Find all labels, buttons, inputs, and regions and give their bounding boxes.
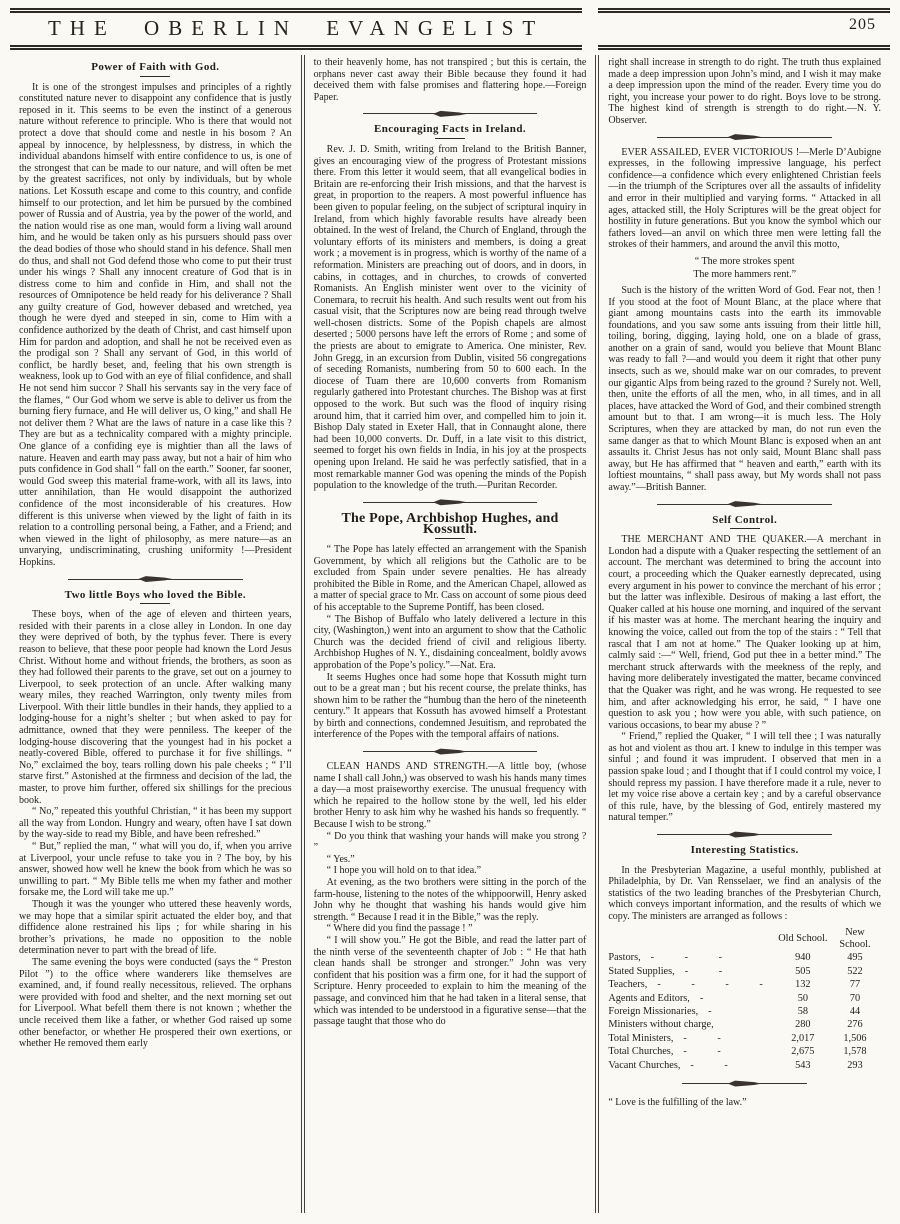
paragraph: THE MERCHANT AND THE QUAKER.—A merchant in London had a dispute with a Quaker respecting the settlement of an account. The merchant was determined to bring the account into court, a proceeding which the Quaker earnestly deprecated, using every argument in his power to convince the merchant of his error ; but the latter was inflexible. Desirous of making a last effort, the Quaker called at his house one morning, and inquired of the servant if his master was at home. The merchant hearing the inquiry and knowing the voice, called out from the top of the stairs : “ Tell that rascal that I am not at home.” The Quaker looking up at him, calmly said :—“ Well, friend, God put thee in a better mind.” The merchant struck afterwards with the meekness of the reply, and having more deliberately investigated the matter, became convinced that the Quaker was right, and he was wrong. He requested to see him, and after acknowledging his error, he said, “ I have one question to ask you ; how were you able, with such patience, on various occasions, to bear my abuse ? ” bbox=[608, 534, 882, 731]
heading-rule bbox=[435, 538, 465, 539]
row-label: Ministers without charge, bbox=[608, 1019, 714, 1031]
section-divider bbox=[657, 499, 832, 510]
paragraph: It seems Hughes once had some hope that Kossuth might turn out to be a great man ; but his recent course, the prelate thinks, has shown him to be rather the “humbug than the hero of the nineteenth century.” It appears that Kossuth has avowed himself a Protestant by birth and connections, condemned Jesuitism, and reprobated the interference of the Popes with the temporal affairs of nations. bbox=[313, 671, 587, 741]
paragraph: These boys, when of the age of eleven and thirteen years, resided with their parents in a close alley in London. In one day they were deprived of both, by the typhus fever. There is every reason to believe, that these poor people had known the Lord Jesus Christ. Without home and without friends, the brothers, as soon as they had followed their parents to the grave, set out on a journey to Liverpool, to seek protection of an uncle. After walking many weary miles, they reached Warrington, only twenty miles from Liverpool. With their little bundles in their hands, they applied to a lodging-house for a night’s shelter ; but when asked to pay for admittance, owned that they were penniless. The keeper of the lodging-house discovering that the youngest had in his pocket a neatly-covered Bible, offered to purchase it for five shillings. “ No,” exclaimed the boy, tears rolling down his pale cheeks ; “ I’ll starve first.” Astonished at the firmness and decision of the lad, the master, to prove him further, offered six shillings for the precious book. bbox=[19, 609, 292, 806]
paragraph: “ Yes.” bbox=[326, 853, 355, 865]
paragraph: Rev. J. D. Smith, writing from Ireland to the British Banner, gives an encouraging view of the progress of Protestant missions there. From this letter it would seem, that all evangelical bodies in Britain are re-enforcing their Irish missions, and that the harvest is great, in proportion to the reapers. A most powerful influence has been given to popular feeling, on the subject of scriptural inquiry in Ireland, from which highly favorable results have already been obtained. In the west of Ireland, the Church of England, through the voluntary efforts of its ministers and members, is doing a great work ; a movement is in progress, which is worthy of the name of a reformation. Ministers are preaching out of doors, and in doors, in cabins, in cottages, and in churches, to crowds of converted Romanists. An English minister went over to the vicinity of Conemara, to recruit his health. And such results went out from his casual visit, that the Scriptures now are being read through twelve well-chosen districts. Some of the Popish chapels are almost deserted ; 5000 persons have left the errors of Rome ; and some of the priests are about to emigrate to America. One minister, Rev. John Gregg, in an excursion from Dublin, visited 56 congregations of seceding Romanists, numbering from 50 to 600 each. In the diocese of Tuam there are 10,600 converts from Romanism regularly gathered into Protestant churches. The Bishop was at first opposed to the work. But such was the flood of inquiry rising around him, that it carried him over, and compelled him to join it. Bishop Daly stated in Exeter Hall, that in Connaught alone, there had been 10,000 converts. Dr. Duff, in a late visit to this district, seemed to forget his own fields in India, in his joy at the prospects opening upon Ireland. He said he was perfectly satisfied, that in a most remarkable manner God was opening the minds of the Popish population to the knowledge of the truth.—Puritan Recorder. bbox=[313, 143, 587, 492]
row-leader: - - - - bbox=[657, 979, 777, 991]
row-label: Foreign Missionaries, bbox=[608, 1006, 699, 1018]
paragraph: Such is the history of the written Word of God. Fear not, then ! If you stood at the foot of Mount Blanc, at the place where that giant among mountains casts into the earth its immovable foundations, and you saw some ants issuing from their little hill, toiling, boring, digging, laying hold, one on a blade of grass, another on a grain of sand, would you believe that Mount Blanc was ready to fall ?—and would you deem it right that other puny insects, such as we, should make war on our comrades, to prevent our gigantic Alps from being razed to the ground ? Surely not. Well, then, unite the efforts of all the men, who, in all times, and in all places, have attacked the Word of God, and their combined strength amount but to that. I am wrong—it is much less. The Holy Scriptures, when they are attacked by man, do not run even the same danger as that to which Mount Blanc is exposed when an ant assaults it. Christ Jesus has not only said, Mount Blanc shall pass away, but He has affirmed that “ heaven and earth,” earth with its loftiest mountains, “ shall pass away, but My words shall not pass away.”—British Banner. bbox=[608, 284, 882, 493]
new-school-value: 1,578 bbox=[843, 1046, 867, 1058]
row-leader: - - bbox=[683, 1032, 735, 1044]
heading-rule bbox=[730, 528, 760, 529]
verse-line: The more hammers rent.” bbox=[693, 268, 797, 280]
column-header: New School. bbox=[839, 926, 871, 950]
new-school-value: 522 bbox=[847, 965, 863, 977]
row-label: Total Ministers, bbox=[608, 1032, 674, 1044]
new-school-value: 1,506 bbox=[843, 1032, 867, 1044]
new-school-value: 495 bbox=[847, 952, 863, 964]
new-school-value: 77 bbox=[849, 979, 861, 991]
table-row bbox=[608, 952, 881, 965]
paragraph: “ Where did you find the passage ! ” bbox=[326, 923, 473, 935]
row-label: Stated Supplies, bbox=[608, 965, 675, 977]
stats-table bbox=[608, 927, 881, 1073]
column-1 bbox=[10, 55, 301, 1213]
masthead bbox=[10, 8, 890, 50]
paragraph: It is one of the strongest impulses and principles of a rightly constituted nature never to disappoint any confidence that is justly reposed in it. This seems to be even the instinct of a generous nature without reference to principle. Who is there that would not protect a dove that should come and nestle in his bosom ? An appeal by innocence, by helplessness, by distress, in which the individual abandons himself with entire confidence to us, is one of the strongest that can be made to our nature, and will often be met by the greatest sacrifices, not only by individuals, but by whole nations. Let Kossuth escape and come to this country, and confide himself to our protection, and let him be pursued by the combined power of Russia and of Austria, yea by the power of the world, and the nation would rise as one man, would form a living wall around him, and he would be taken only as his pursuers should pass over the dead bodies of those who should stand in his defence. Shall men do thus, and shall not God defend those who come to put their trust under his wings ? Shall any innocent creature of God that is in distress come to him and confide in Him, and shall not the resources of Omnipotence be held ready for his deliverance ? Shall any guilty creature of God, however debased and wretched, yea though he were dyed and steeped in sin, come to Him with a confidence authorized by the death of Christ, and cast himself upon Him for pardon and adoption, and shall he not be received even as the prodigal son ? Shall any servant of God, in this world of conflict, be hardly beset, and, feeling that his own strength is weakness, look up to God with an eye of filial confidence, and shall He not send him succor ? Shall his servants say in the very face of the flames, “ Our God whom we serve is able to deliver us from the burning fiery furnace, and He will deliver us, O king,” and shall He not deliver them ? What are the laws of nature in a case like this ? They are but as a technicality compared with a mighty principle. One glance of a confiding eye is mightier than all the laws of nature. Heaven and earth may pass away, but not a hair of him who puts confidence in God shall “ fall on the earth.” Sooner, far sooner, would God sweep this material frame-work, with all its laws, into utter annihilation, than He would disappoint the authorized confidence of the most inconsiderable of his creatures. How different is this universe when viewed by the light of faith in its relation to a controlling personal being, a Father, and a Friend; and when viewed in the light of philosophy, as mere nature—as an unvarying, undiscriminating, crushing uniformity !—President Hopkins. bbox=[19, 81, 292, 568]
table-row bbox=[608, 993, 881, 1006]
section-divider bbox=[657, 132, 832, 143]
table-row bbox=[608, 1033, 881, 1046]
row-leader: - - bbox=[684, 965, 737, 977]
heading-rule bbox=[435, 138, 465, 139]
paragraph: “ I will show you.” He got the Bible, and read the latter part of the ninth verse of the seventeenth chapter of Job : “ He that hath clean hands shall be stronger and stronger.” John was very confident that his position was a firm one, for it had the support of Scripture. Henry proceeded to explain to him the meaning of the passage, and convinced him that he had taken in a literal sense, that which was intended to be understood in a figurative sense—that the passage taught that those who do bbox=[313, 934, 587, 1028]
old-school-value: 2,675 bbox=[791, 1046, 815, 1058]
heading-rule bbox=[730, 859, 760, 860]
row-label: Vacant Churches, bbox=[608, 1059, 681, 1071]
old-school-value: 132 bbox=[795, 979, 811, 991]
heading-rule bbox=[140, 603, 170, 604]
section-divider bbox=[657, 829, 832, 840]
verse-block bbox=[608, 255, 881, 281]
table-row bbox=[608, 1019, 881, 1032]
old-school-value: 940 bbox=[795, 952, 811, 964]
newspaper-title: THE OBERLIN EVANGELIST bbox=[47, 16, 545, 40]
old-school-value: 2,017 bbox=[791, 1032, 815, 1044]
paragraph: “ The Bishop of Buffalo who lately delivered a lecture in this city, (Washington,) went into an argument to show that the Catholic Church was the decided friend of civil and religious liberty. Archbishop Hughes of N. Y., disdaining concealment, boldly avows approbation of the Pope’s policy.”—Nat. Era. bbox=[313, 613, 587, 671]
old-school-value: 280 bbox=[795, 1019, 811, 1031]
paragraph: The same evening the boys were conducted (says the “ Preston Pilot ”) to the office where wanderers like themselves are examined, and, if found really necessitous, relieved. The orphans were provided with food and shelter, and the next morning set out for Liverpool. What befell them there is not known ; whether the uncle received them like a father, or whether God raised up some other benefactor, or whether He prospered their own exertions, or whether He removed them early bbox=[19, 956, 292, 1050]
article-title: Power of Faith with God. bbox=[91, 61, 220, 73]
article-title: Self Control. bbox=[712, 513, 778, 526]
column-2 bbox=[301, 55, 596, 1213]
closing-quote: “ Love is the fulfilling of the law.” bbox=[608, 1097, 747, 1109]
paragraph: At evening, as the two brothers were sitting in the porch of the farm-house, listening to the notes of the whippoorwill, Henry asked John why he thought that washing his hands would give him strength. “ Because I read it in the Bible,” was the reply. bbox=[313, 877, 587, 923]
article-title: Encouraging Facts in Ireland. bbox=[374, 123, 526, 136]
paragraph: “ I hope you will hold on to that idea.” bbox=[326, 865, 482, 877]
paragraph-continuation: to their heavenly home, has not transpired ; but this is certain, the orphans never cast away their Bible because they found it had deceived them with false promises and flattering hope.—Foreign Paper. bbox=[313, 57, 587, 103]
row-label: Teachers, bbox=[608, 979, 648, 991]
old-school-value: 543 bbox=[795, 1059, 811, 1071]
column-header: Old School. bbox=[778, 932, 828, 944]
section-divider bbox=[682, 1078, 807, 1089]
section-divider bbox=[363, 497, 538, 508]
verse-line: “ The more strokes spent bbox=[694, 255, 795, 267]
article-title: The Pope, Archbishop Hughes, and Kossuth. bbox=[341, 510, 559, 538]
table-row bbox=[608, 979, 881, 992]
article-title: Two little Boys who loved the Bible. bbox=[64, 588, 246, 601]
new-school-value: 293 bbox=[847, 1059, 863, 1071]
row-leader: - bbox=[708, 1006, 726, 1018]
new-school-value: 70 bbox=[849, 992, 861, 1004]
table-row bbox=[608, 1006, 881, 1019]
table-row bbox=[608, 966, 881, 979]
section-divider bbox=[68, 574, 243, 585]
table-header-row bbox=[608, 927, 881, 953]
section-divider bbox=[363, 746, 538, 757]
paragraph: Though it was the younger who uttered these heavenly words, we may hope that a similar spirit actuated the elder boy, and that diffidence alone restrained his lips ; for while sharing in his brother’s privations, he made no opposition to the noble determination never to part with the bread of life. bbox=[19, 898, 292, 957]
paragraph-continuation: right shall increase in strength to do right. The truth thus explained made a deep impression upon John’s mind, and I wish it may make a deep impression upon the mind of the reader. Every time you do right, you increase your power to do right. Boys love to be strong. The highest kind of strength is strength to do right.—N. Y. Observer. bbox=[608, 57, 882, 126]
paragraph: “ Friend,” replied the Quaker, “ I will tell thee ; I was naturally as hot and violent as thou art. I knew to indulge in this temper was sinful ; and found it was imprudent. I observed that men in a passion spake loud ; and I thought that if I could control my voice, I should repress my passion. I have therefore made it a rule, never to let my voice rise above a certain key ; and by a careful observance of this rule, have, by the blessing of God, entirely mastered my natural temper.” bbox=[608, 731, 882, 824]
paragraph: CLEAN HANDS AND STRENGTH.—A little boy, (whose name I shall call John,) was observed to wash his hands many times a day—a most praiseworthy exercise. The unusual frequency with which he repaired to the hollow stone by the well, led his elder brother Henry to ask him why he washed his hands so frequently. “ Because I wish to be strong.” bbox=[313, 761, 587, 831]
paragraph: “ No,” repeated this youthful Christian, “ it has been my support all the way from London. Hungry and weary, often have I sat down by the way-side to read my Bible, and have been refreshed.” bbox=[19, 806, 292, 841]
row-leader: - bbox=[699, 992, 718, 1004]
old-school-value: 58 bbox=[797, 1006, 808, 1018]
paragraph: In the Presbyterian Magazine, a useful monthly, published at Philadelphia, by Dr. Van Rensselaer, we find an analysis of the statistics of the two leading branches of the Presbyterian Church, which conveys important information, and the results of which we copy. The ministers are arranged as follows : bbox=[608, 864, 882, 922]
masthead-right bbox=[598, 8, 890, 50]
row-label: Agents and Editors, bbox=[608, 992, 690, 1004]
paragraph: EVER ASSAILED, EVER VICTORIOUS !—Merle D’Aubigne expresses, in the following impressive language, his perfect confidence—a confidence which every enlightened Christian feels—in the triumph of the Scriptures over all the assaults of infidelity and error in their multiplied and varying forms. “ Attacked in all ages, attacked still, the Holy Scriptures will be the great object for hostility in future generations. But you know the symbol which our fathers loved—an anvil on which three men were letting fall the strokes of their hammers, and around the anvil this motto, bbox=[608, 146, 882, 251]
page-number: 205 bbox=[849, 16, 876, 33]
column-container bbox=[10, 55, 890, 1213]
row-leader: - - - bbox=[650, 952, 737, 964]
section-divider bbox=[363, 108, 538, 119]
new-school-value: 276 bbox=[847, 1019, 863, 1031]
table-row bbox=[608, 1046, 881, 1059]
table-row bbox=[608, 1060, 881, 1073]
paragraph: “ The Pope has lately effected an arrangement with the Spanish Government, by which all religions but the Catholic are to be excluded from Spain under severe penalties. He has already prohibited the Bible in Rome, and the American Chapel, allowed as a matter of special grace to Mr. Cass on account of some pious deed of his acceptable to the Supreme Pontiff, has been closed. bbox=[313, 543, 587, 613]
paragraph: “ But,” replied the man, “ what will you do, if, when you arrive at Liverpool, your uncle refuse to take you in ? The boy, by his answer, showed how well he knew the book from which he was so unwilling to part. “ My Bible tells me when my father and mother forsake me, the Lord will take me up.” bbox=[19, 841, 292, 899]
paragraph: “ Do you think that washing your hands will make you strong ? ” bbox=[313, 830, 587, 854]
column-3 bbox=[595, 55, 890, 1213]
row-leader: - - bbox=[690, 1059, 742, 1071]
old-school-value: 50 bbox=[797, 992, 808, 1004]
row-leader: - - bbox=[683, 1046, 735, 1058]
new-school-value: 44 bbox=[849, 1006, 861, 1018]
row-label: Pastors, bbox=[608, 952, 641, 964]
masthead-left bbox=[10, 8, 582, 50]
old-school-value: 505 bbox=[795, 965, 811, 977]
article-title: Interesting Statistics. bbox=[690, 844, 799, 857]
row-label: Total Churches, bbox=[608, 1046, 674, 1058]
heading-rule bbox=[140, 76, 170, 77]
